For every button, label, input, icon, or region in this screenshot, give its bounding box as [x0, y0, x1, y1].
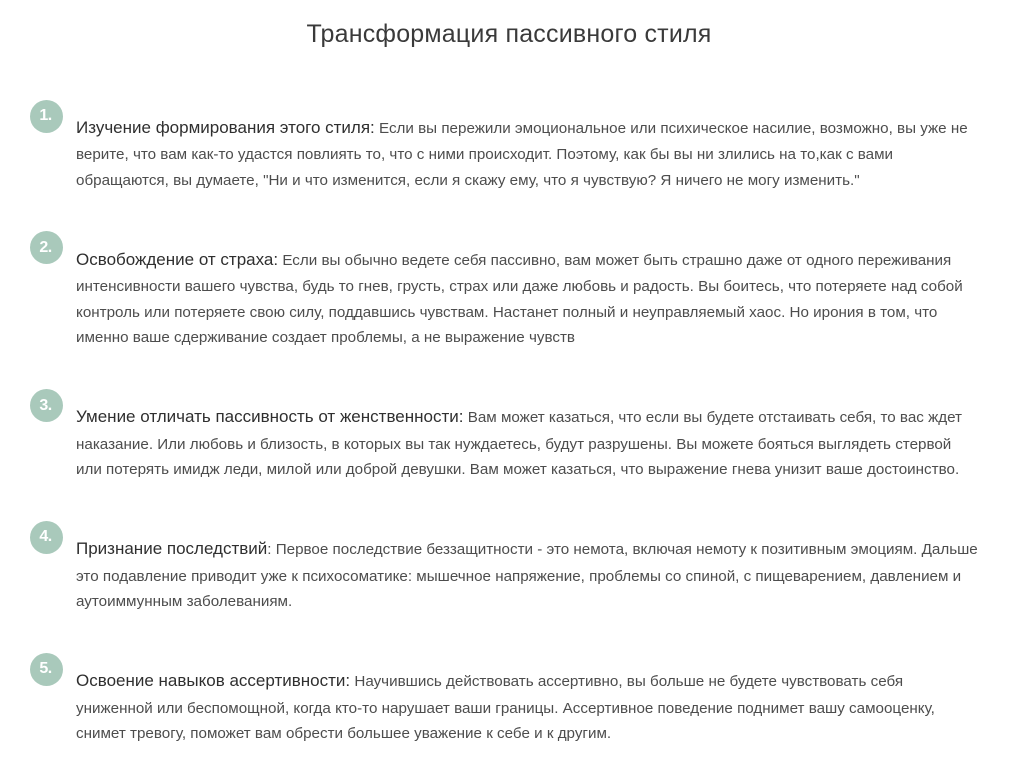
- step-number-badge: [30, 100, 63, 133]
- step-number-label: 3.: [39, 396, 52, 414]
- step-lead: Признание последствий: [76, 539, 268, 559]
- page-title: Трансформация пассивного стиля: [306, 20, 712, 48]
- step-number-label: 4.: [39, 528, 52, 546]
- step-number-label: 1.: [39, 107, 52, 124]
- step-text: [76, 667, 980, 747]
- step-body: Научившись действовать ассертивно, вы больше не будете чувствовать себя униженной или беспомощной, когда кто-то нарушает ваши границы. Ассертивное поведение поднимет вашу самооценку, снимет тревогу, поможет вам обрести большее уважение к себе и к другим.: [76, 673, 935, 743]
- step-body: Вам может казаться, что если вы будете отстаивать себя, то вас ждет наказание. Или любовь и близость, в которых вы так нуждаетесь, будут разрушены. Вы можете бояться выглядеть стервой или потерять имидж леди, милой или доброй девушки. Вам может казаться, что выражение гнева унизит ваше достоинство.: [76, 409, 963, 479]
- step-body: Если вы обычно ведете себя пассивно, вам может быть страшно даже от одного переживания интенсивности вашего чувства, будь то гнев, грусть, страх или даже любовь и радость. Вы боитесь, что потеряете над собой контроль или потеряете свою силу, поддавшись чувствам. Настанет полный и неуправляемый хаос. Но ирония в том, что именно ваше сдерживание создает проблемы, а не выражение чувств: [76, 251, 963, 347]
- step-text: [76, 403, 980, 483]
- step-lead: Изучение формирования этого стиля:: [76, 117, 375, 137]
- step-number-badge: [30, 653, 63, 686]
- step-number-label: 5.: [39, 660, 52, 678]
- step-number-badge: [30, 231, 63, 264]
- step-text: [76, 535, 980, 615]
- transformation-steps-list: [0, 99, 1018, 762]
- step-text: [76, 114, 980, 194]
- step-lead: Освобождение от страха:: [76, 249, 279, 269]
- list-item: [0, 388, 1018, 498]
- list-item: [0, 520, 1018, 630]
- step-body: : Первое последствие беззащитности - это немота, включая немоту к позитивным эмоциям. Дальше это подавление приводит уже к психосоматике: мышечное напряжение, проблемы со спиной, с пищеварением, давлением и аутоиммунным заболеваниям.: [76, 541, 978, 611]
- step-text: [76, 246, 980, 351]
- step-number-badge: [30, 389, 63, 422]
- list-item: [0, 99, 1018, 209]
- step-body: Если вы пережили эмоциональное или психическое насилие, возможно, вы уже не верите, что вам как-то удастся повлиять то, что с ними происходит. Поэтому, как бы вы ни злились на то,как с вами обращаются, вы думаете, "Ни и что изменится, если я скажу ему, что я чувствую? Я ничего не могу изменить.": [76, 119, 968, 189]
- list-item: [0, 652, 1018, 762]
- step-lead: Освоение навыков ассертивности:: [76, 671, 351, 691]
- step-number-badge: [30, 521, 63, 554]
- list-item: [0, 230, 1018, 366]
- step-number-label: 2.: [39, 238, 52, 256]
- step-lead: Умение отличать пассивность от женственности:: [76, 407, 464, 427]
